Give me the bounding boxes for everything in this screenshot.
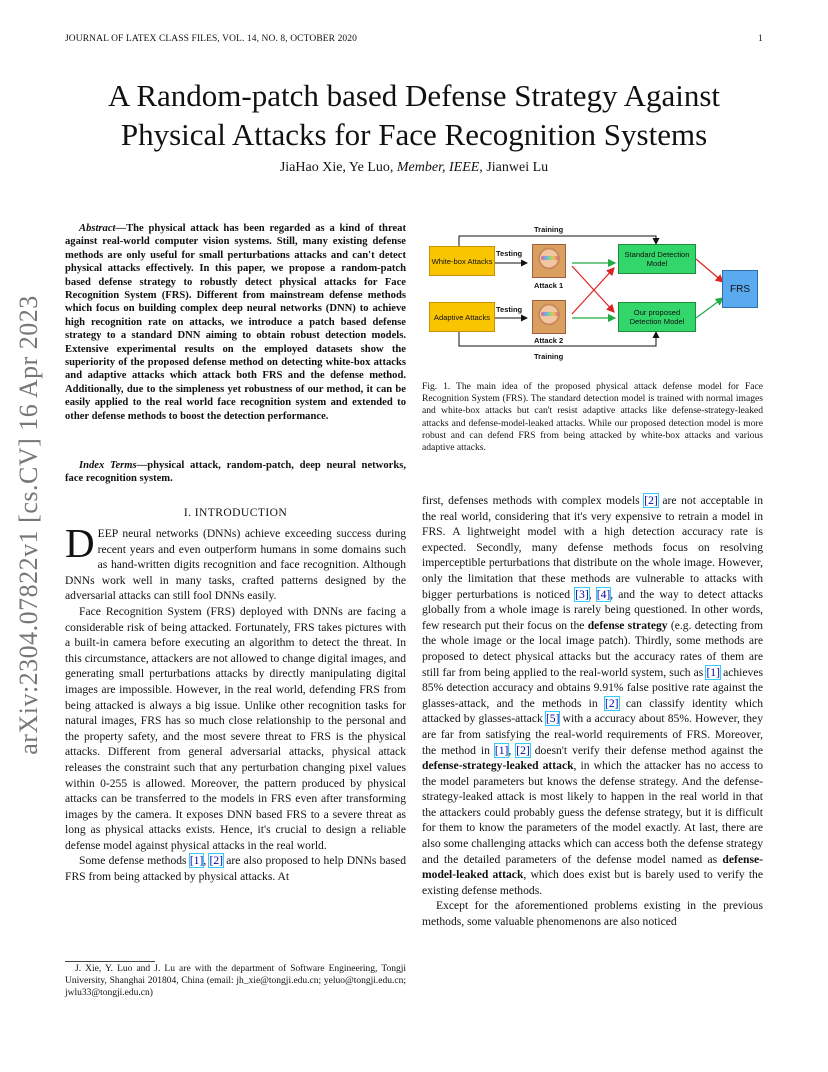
intro-paragraph-1 <box>65 520 406 604</box>
abstract <box>65 222 406 423</box>
footnote <box>65 963 406 999</box>
rp1-text-j: doesn't verify their defense method against the <box>529 743 764 757</box>
intro-p3-text-a: Some defense methods <box>79 854 190 868</box>
running-header <box>65 34 763 44</box>
proposed-detection-model-box <box>618 302 696 332</box>
footnote-text: J. Xie, Y. Luo and J. Lu are with the department of Software Engineering, Tongji University, Shanghai 201804, China (email: jh_xie@tongji.edu.cn; yeluo@tongji.edu.cn; jwlu33@tongji.edu.cn) <box>65 964 406 998</box>
rp1-text-e: (e.g. detecting from the whole image or the local image patch). Thirdly, some methods are proposed to detect physical attacks but the accuracy rates of them are still far from being applied to the real-world system, such as <box>422 618 764 679</box>
authors-membership: Member, IEEE, <box>396 160 483 175</box>
abstract-text: —The physical attack has been regarded as a kind of threat against real-world computer vision systems. Still, many existing defense methods are only useful for small perturbations attacks and can't detect physical attacks effectively. In this paper, we propose a random-patch based defense strategy to robustly detect physical attacks for Face Recognition System (FRS). Different from mainstream defense methods which focus on building complex deep neural networks (DNN) to achieve high recognition rate on attacks, we introduce a patch based defense strategy to a standard DNN aiming to obtain robust detection models. Extensive experimental results on the employed datasets show the superiority of the proposed defense method on detecting white-box attacks and adaptive attacks which attack both FRS and the defense method. Additionally, due to the simpleness yet robustness of our method, it can be easily applied to the real world face recognition system and extended to other defense methods to boost the detection performance. <box>65 223 406 422</box>
attack-2-face-image <box>532 300 566 334</box>
testing-label-2: Testing <box>496 305 523 314</box>
rp1-text-h: with a accuracy about 85%. However, they are far from satisfying the real-world requirements of FRS. Moreover, the method in <box>422 712 763 757</box>
intro-paragraph-3 <box>65 853 406 884</box>
attack-1-label: Attack 1 <box>534 281 564 290</box>
rp1-text-k: , in which the attacker has no access to the model parameters but knows the defense strategy. And the defense-strategy-leaked attack is most likely to happen in the real world in that the attackers could probably guess the defense strategy, but it is difficult for them to know the parameters of the model exactly. At last, there are also some challenging attacks which can access both the defense strategy and the detailed parameters of the defense model named as <box>422 759 763 866</box>
intro-paragraph-1-text: EEP neural networks (DNNs) achieve exceeding success during recent years and even outperform humans in some domains such as hand-written digits recognition and face recognition. Although DNNs work well in many tasks, crafted patterns designed by the adversarial attacks can still fool DNNs easily. <box>65 527 406 603</box>
rp1-text-g: can classify identity which attacked by glasses-attack <box>422 696 763 726</box>
proposed-detection-model-label: Our proposed Detection Model <box>629 308 685 326</box>
bold-defense-model-leaked: defense-model-leaked attack <box>422 852 763 882</box>
figure-1-diagram <box>424 224 762 364</box>
authors-part-2: Jianwei Lu <box>482 160 549 175</box>
rp1-text-d: , and the way to detect attacks globally from a whole image is rarely being questioned. In other words, few research put their focus on the <box>422 587 763 632</box>
title-line-2: Physical Attacks for Face Recognition Systems <box>120 117 708 152</box>
citation-link-2b[interactable]: [2] <box>605 696 619 710</box>
index-terms-label: Index Terms <box>79 460 137 471</box>
right-paragraph-1 <box>422 493 763 898</box>
attack1-to-proposed-arrow <box>572 266 614 312</box>
arxiv-stamp <box>14 285 44 765</box>
proposed-to-frs-arrow <box>696 298 723 318</box>
intro-p3-text-b: , <box>203 854 210 868</box>
citation-link-4[interactable]: [4] <box>596 587 611 601</box>
rp1-text-b: are not acceptable in the real world, considering that it's very expensive to retrain a model in FRS. A lightweight model with a high detection accuracy rate is expected. Secondly, many defense methods focus on resolving imperceptible perturbations that distribute on the whole image. However, only the limitation that these methods are vulnerable to attacks with bigger perturbations is noticed <box>422 494 763 601</box>
footnote-rule <box>65 961 155 962</box>
standard-detection-model-label: Standard Detection Model <box>624 250 690 268</box>
intro-paragraph-2: Face Recognition System (FRS) deployed with DNNs are facing a considerable risk of being attacked. Fortunately, FRS takes pictures with a built-in camera before executing an algorithm to detect the threat. In this circumstance, attackers are not allowed to change digital images, and generating small perturbations attacks by directly manipulating digital images are impossible. However, in the real world, defending FRS from being attacked is always a big issue. Unlike other recognition tasks for natural images, FRS has so much close relationship to the personal and the property safety, and the most severe threat to FRS is the physical attacks. Different from general adversarial attacks, physical attack releases the constraint such that any perturbation changing pixel values within 0-255 is allowed. Moreover, the pattern produced by physical attacks can be transferred to the models in FRS even after transforming images by the camera. It exposes DNN based FRS to a severe threat as long as physical attacks exists. Hence, it's crucial to design a reliable defense model against physical attacks in the real world. <box>65 604 406 852</box>
citation-link-2a[interactable]: [2] <box>644 494 658 507</box>
attack-2-label: Attack 2 <box>534 336 564 345</box>
page-number: 1 <box>758 34 763 44</box>
citation-link-5[interactable]: [5] <box>545 712 560 726</box>
citation-link-3[interactable]: [3] <box>575 587 589 601</box>
section-title: INTRODUCTION <box>194 506 288 519</box>
citation-link-1b[interactable]: [1] <box>494 743 509 757</box>
frs-box <box>722 270 758 308</box>
citation-link-2[interactable]: [2] <box>209 854 224 868</box>
abstract-label: Abstract <box>79 223 116 234</box>
section-heading <box>65 506 406 519</box>
white-box-attacks-box <box>429 246 495 276</box>
standard-to-frs-arrow <box>696 259 723 282</box>
citation-link-1[interactable]: [1] <box>189 854 204 868</box>
citation-link-1a[interactable]: [1] <box>706 665 720 679</box>
figure-caption-text: Fig. 1. The main idea of the proposed physical attack defense model for Face Recognition System (FRS). The standard detection model is trained with normal images and white-box attacks but can't resist adaptive attacks like defense-strategy-leaked attacks and defense-model-leaked attacks. While our proposed detection model is more robust and can defend FRS from being attacked by white-box attacks and various adaptive attacks. <box>422 381 763 454</box>
training-label-bottom: Training <box>534 352 564 361</box>
rp1-text-i: , <box>508 743 517 757</box>
arxiv-stamp-text: arXiv:2304.07822v1 [cs.CV] 16 Apr 2023 <box>14 295 43 755</box>
authors <box>60 160 768 176</box>
paper-title <box>60 76 768 154</box>
training-label-top: Training <box>534 225 564 234</box>
standard-detection-model-box <box>618 244 696 274</box>
authors-part-1: JiaHao Xie, Ye Luo, <box>279 160 397 175</box>
rp1-text-l: , which does exist but is barely used to verify the existing defense methods. <box>422 868 763 897</box>
figure-caption <box>422 381 763 454</box>
attack-1-face-image <box>532 244 566 278</box>
rp1-text-c: , <box>588 587 597 601</box>
intro-p3-text-c: are also proposed to help DNNs based FRS from being attacked by physical attacks. At <box>65 854 406 884</box>
introduction-body <box>65 520 406 885</box>
index-terms <box>65 459 406 486</box>
white-box-attacks-label: White-box Attacks <box>431 256 493 266</box>
citation-link-2c[interactable]: [2] <box>516 743 530 757</box>
right-paragraph-2: Except for the aforementioned problems existing in the previous methods, some valuable phenomenons are also noticed <box>422 899 763 929</box>
frs-label: FRS <box>730 283 750 295</box>
figure-connectors <box>424 224 762 364</box>
drop-cap: D <box>65 520 95 566</box>
testing-label-1: Testing <box>496 249 523 258</box>
journal-name: JOURNAL OF LATEX CLASS FILES, VOL. 14, NO. 8, OCTOBER 2020 <box>65 34 357 44</box>
title-line-1: A Random-patch based Defense Strategy Against <box>107 78 721 113</box>
bold-defense-strategy: defense strategy <box>587 618 668 632</box>
adaptive-attacks-label: Adaptive Attacks <box>433 312 491 322</box>
rp1-text-a: first, defenses methods with complex models <box>422 494 645 507</box>
attack2-to-standard-arrow <box>572 268 614 314</box>
rp1-text-f: achieves 85% detection accuracy and obtains 9.91% false positive rate against the glasses-attack, and the methods in <box>422 665 763 710</box>
adaptive-attacks-box <box>429 302 495 332</box>
right-column-body <box>422 493 763 930</box>
section-number: I. <box>183 506 195 519</box>
index-terms-text: —physical attack, random-patch, deep neural networks, face recognition system. <box>65 460 406 485</box>
bold-defense-strategy-leaked: defense-strategy-leaked attack <box>422 759 574 773</box>
